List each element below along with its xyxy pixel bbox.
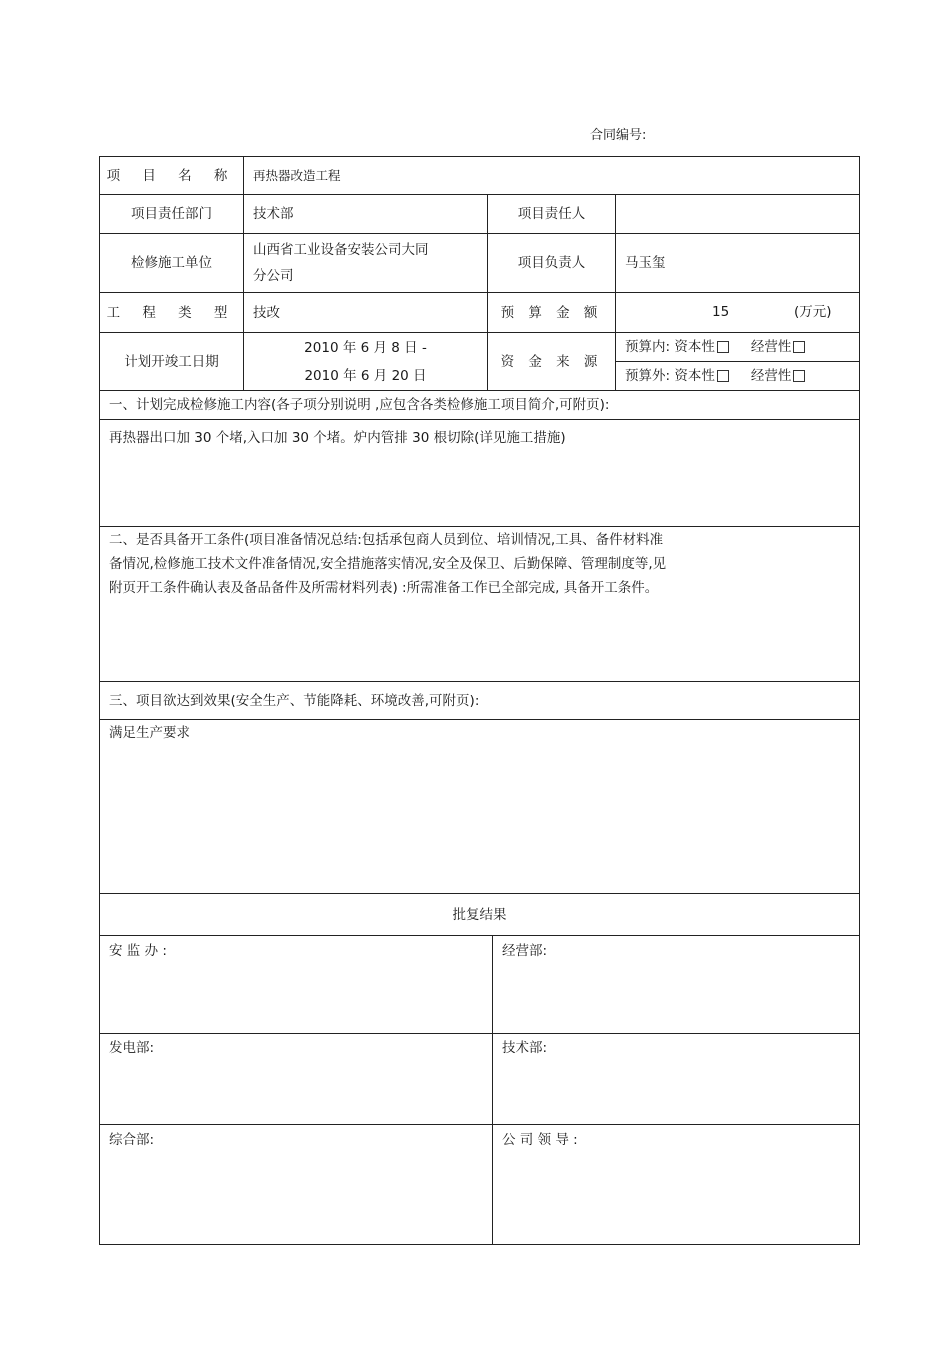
schedule-start: 2010 年 6 月 8 日 - [304,340,427,356]
company-leadership-label: 公 司 领 导 : [502,1132,578,1148]
budget-amount-cell [616,293,859,332]
contractor-value [244,234,487,292]
responsible-person-value [616,195,859,233]
project-type-label: 工 程 类 型 [106,304,237,321]
row-divider [100,1033,859,1034]
section-2-line-1: 二、是否具备开工条件(项目准备情况总结:包括承包商人员到位、培训情况,工具、备件材料准 [109,532,664,548]
responsible-person-label: 项目责任人 [517,206,586,222]
checkbox-capital-in[interactable] [717,341,729,353]
power-dept-label: 发电部: [109,1040,155,1056]
project-leader-value: 马玉玺 [625,255,666,271]
row-divider [100,935,859,936]
contractor-line-1: 山西省工业设备安装公司大同 [253,242,429,258]
project-name-value: 再热器改造工程 [253,167,341,183]
budget-out-operating-label: 经营性 [750,368,792,384]
project-approval-form [99,156,860,1245]
section-2-block [100,527,859,681]
responsible-dept-value: 技术部 [253,206,294,222]
section-1-content: 再热器出口加 30 个堵,入口加 30 个堵。炉内管排 30 根切除(详见施工措施) [109,430,566,446]
budget-out-label: 预算外: 资本性 [625,368,715,384]
tech-dept-label: 技术部: [502,1040,548,1056]
budget-amount-value: 15 [712,304,730,320]
responsible-dept-label: 项目责任部门 [131,206,212,222]
fund-source-label: 资 金 来 源 [500,353,603,370]
contract-number-label: 合同编号: [590,128,647,143]
section-3-heading: 三、项目欲达到效果(安全生产、节能降耗、环境改善,可附页): [109,692,480,709]
budget-in-label: 预算内: 资本性 [625,339,715,355]
general-dept-label: 综合部: [109,1132,155,1148]
budget-out-row [616,362,859,390]
budget-in-row [616,333,859,361]
row-divider [100,1124,859,1125]
approval-title: 批复结果 [452,906,507,923]
section-1-heading: 一、计划完成检修施工内容(各子项分别说明 ,应包含各类检修施工项目简介,可附页): [109,397,610,413]
checkbox-operating-in[interactable] [793,341,805,353]
schedule-value [244,333,487,390]
section-2-line-2: 备情况,检修施工技术文件准备情况,安全措施落实情况,安全及保卫、后勤保障、管理制度等,见 [109,556,667,572]
safety-office-label: 安 监 办 : [109,943,167,959]
column-divider [492,935,493,1244]
schedule-label: 计划开竣工日期 [124,353,219,370]
budget-in-operating-label: 经营性 [750,339,792,355]
project-leader-label: 项目负责人 [517,255,586,271]
budget-amount-label: 预 算 金 额 [500,304,603,321]
section-2-line-3: 附页开工条件确认表及备品备件及所需材料列表) :所需准备工作已全部完成, 具备开工条件。 [109,580,659,596]
section-3-content: 满足生产要求 [109,725,190,741]
budget-amount-unit: (万元) [794,304,832,320]
project-type-value: 技改 [253,304,280,321]
operations-dept-label: 经营部: [502,943,548,959]
contractor-line-2: 分公司 [253,268,294,284]
checkbox-capital-out[interactable] [717,370,729,382]
schedule-end: 2010 年 6 月 20 日 [304,368,427,384]
project-name-label: 项 目 名 称 [106,167,237,184]
checkbox-operating-out[interactable] [793,370,805,382]
contractor-label: 检修施工单位 [131,255,212,271]
